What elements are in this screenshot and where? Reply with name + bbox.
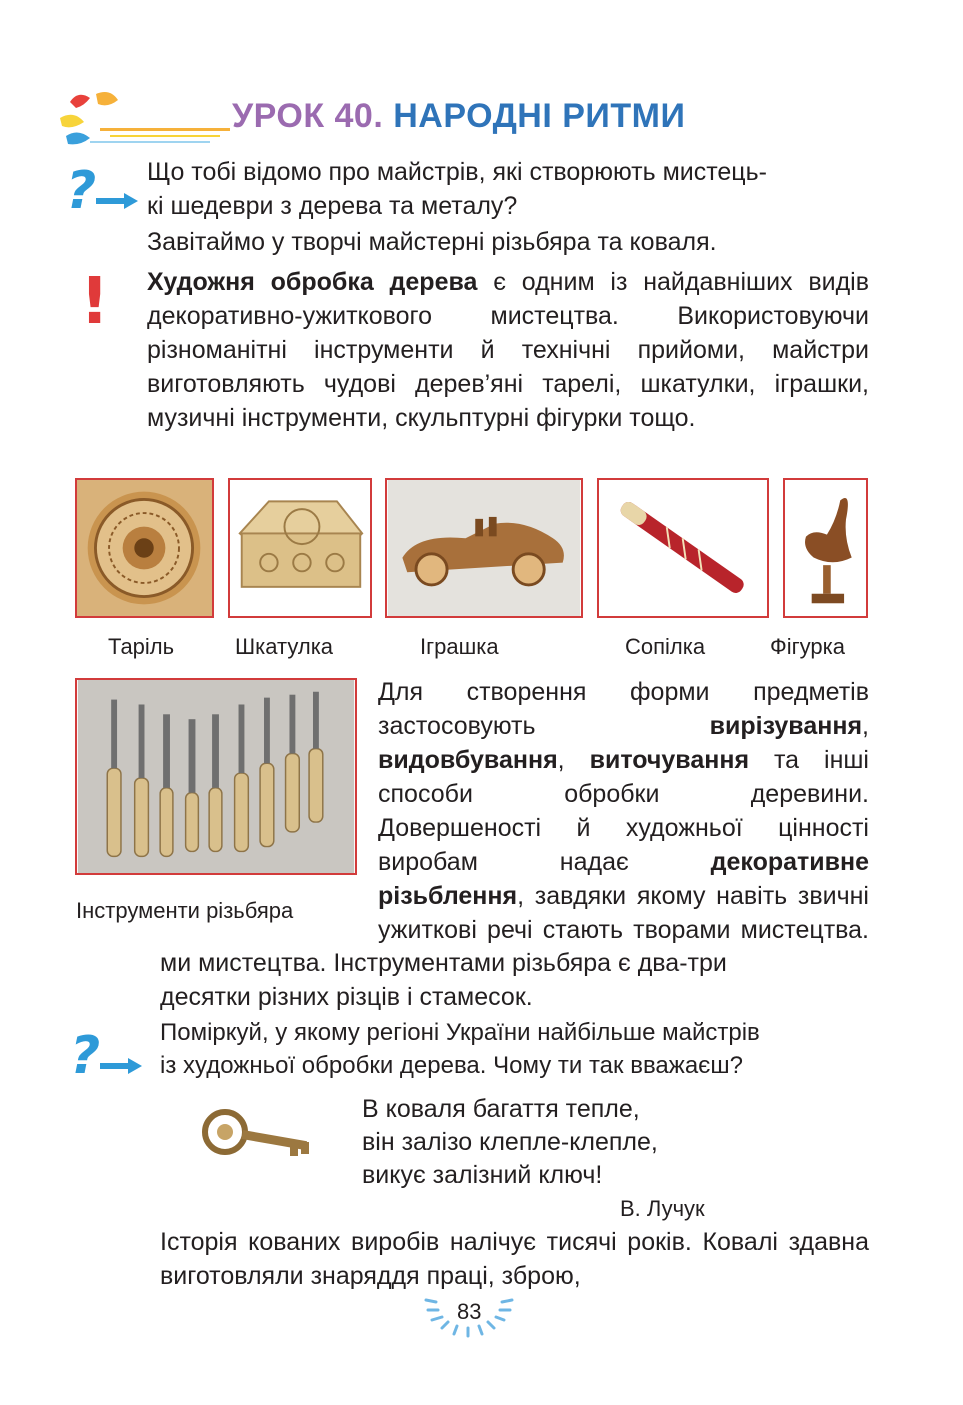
question1-text: [147, 155, 869, 223]
page-title: [232, 97, 685, 136]
title-topic: НАРОДНІ РИТМИ: [393, 97, 686, 135]
question2-line1: Поміркуй, у якому регіоні України найбільше майстрів: [160, 1019, 760, 1046]
methods-sep2: ,: [557, 746, 590, 774]
caption-figurine: Фігурка: [770, 634, 845, 659]
plate-photo: [75, 478, 214, 618]
caption-plate: Таріль: [108, 634, 175, 659]
tools-photo: [75, 678, 357, 875]
caption-box: Шкатулка: [235, 634, 334, 659]
key-picture: [195, 1100, 320, 1175]
intro-text: Завітаймо у творчі майстерні різьбяра та коваля.: [147, 228, 717, 256]
poem-line: викує залізний ключ!: [362, 1161, 603, 1189]
method-hollowing: видовбування: [378, 746, 558, 774]
method-cutting: вирізування: [709, 712, 863, 740]
question1-line1: Що тобі відомо про майстрів, які створюють мистець-: [147, 158, 767, 186]
methods-part5: , завдяки якому навіть звичні ужиткові речі стають творами мистецтва.: [378, 882, 869, 944]
box-photo: [228, 478, 372, 618]
question1-line2: кі шедеври з дерева та металу?: [147, 192, 518, 220]
caption-flute: Сопілка: [625, 634, 706, 659]
methods-part4: та інші способи обробки деревини. Довершеності й художньої цінності виробам надає: [378, 746, 869, 876]
methods-sep1: ,: [862, 712, 869, 740]
exclamation-icon: !: [80, 265, 110, 339]
question2-icon: ?: [70, 1030, 140, 1080]
definition-text: [147, 265, 869, 435]
tools-caption: Інструменти різьбяра: [76, 898, 294, 923]
definition-term: Художня обробка дерева: [147, 268, 478, 296]
method-carving: декоративне різьблення: [378, 848, 869, 910]
toy-car-photo: [385, 478, 583, 618]
methods-part1: Для створення форми предметів застосовують: [378, 678, 869, 740]
history-text: Історія кованих виробів налічує тисячі років. Ковалі здавна виготовляли знаряддя праці, зброю,: [160, 1228, 869, 1290]
question2-line2: із художньої обробки дерева. Чому ти так вважаєш?: [160, 1052, 744, 1079]
page-number: 83: [457, 1299, 482, 1324]
poem: [362, 1093, 658, 1192]
flute-photo: [597, 478, 769, 618]
poem-line: він залізо клепле-клепле,: [362, 1128, 658, 1156]
poem-author: В. Лучук: [620, 1196, 705, 1221]
definition-body: є одним із найдавніших видів декоративно-ужиткового мистецтва. Використовуючи різноманітні інструменти й технічні прийоми, майстри виготовляють чудові дерев’яні тарелі, шкатулки, іграшки, музичні інструменти, скульптурні фігурки тощо.: [147, 268, 869, 432]
poem-line: В коваля багаття тепле,: [362, 1095, 640, 1123]
methods-text-column: [378, 675, 869, 945]
lesson-logo-icon: [40, 88, 240, 158]
figurine-photo: [783, 478, 868, 618]
question-icon: ?: [66, 165, 136, 215]
title-lesson: УРОК 40.: [232, 97, 384, 135]
question2-text: [160, 1016, 869, 1082]
methods-text-continuation: ми мистецтва. Інструментами різьбяра є два-три десятки різних різців і стамесок.: [160, 949, 727, 1011]
method-turning: виточування: [589, 746, 750, 774]
caption-toy: Іграшка: [420, 634, 499, 659]
